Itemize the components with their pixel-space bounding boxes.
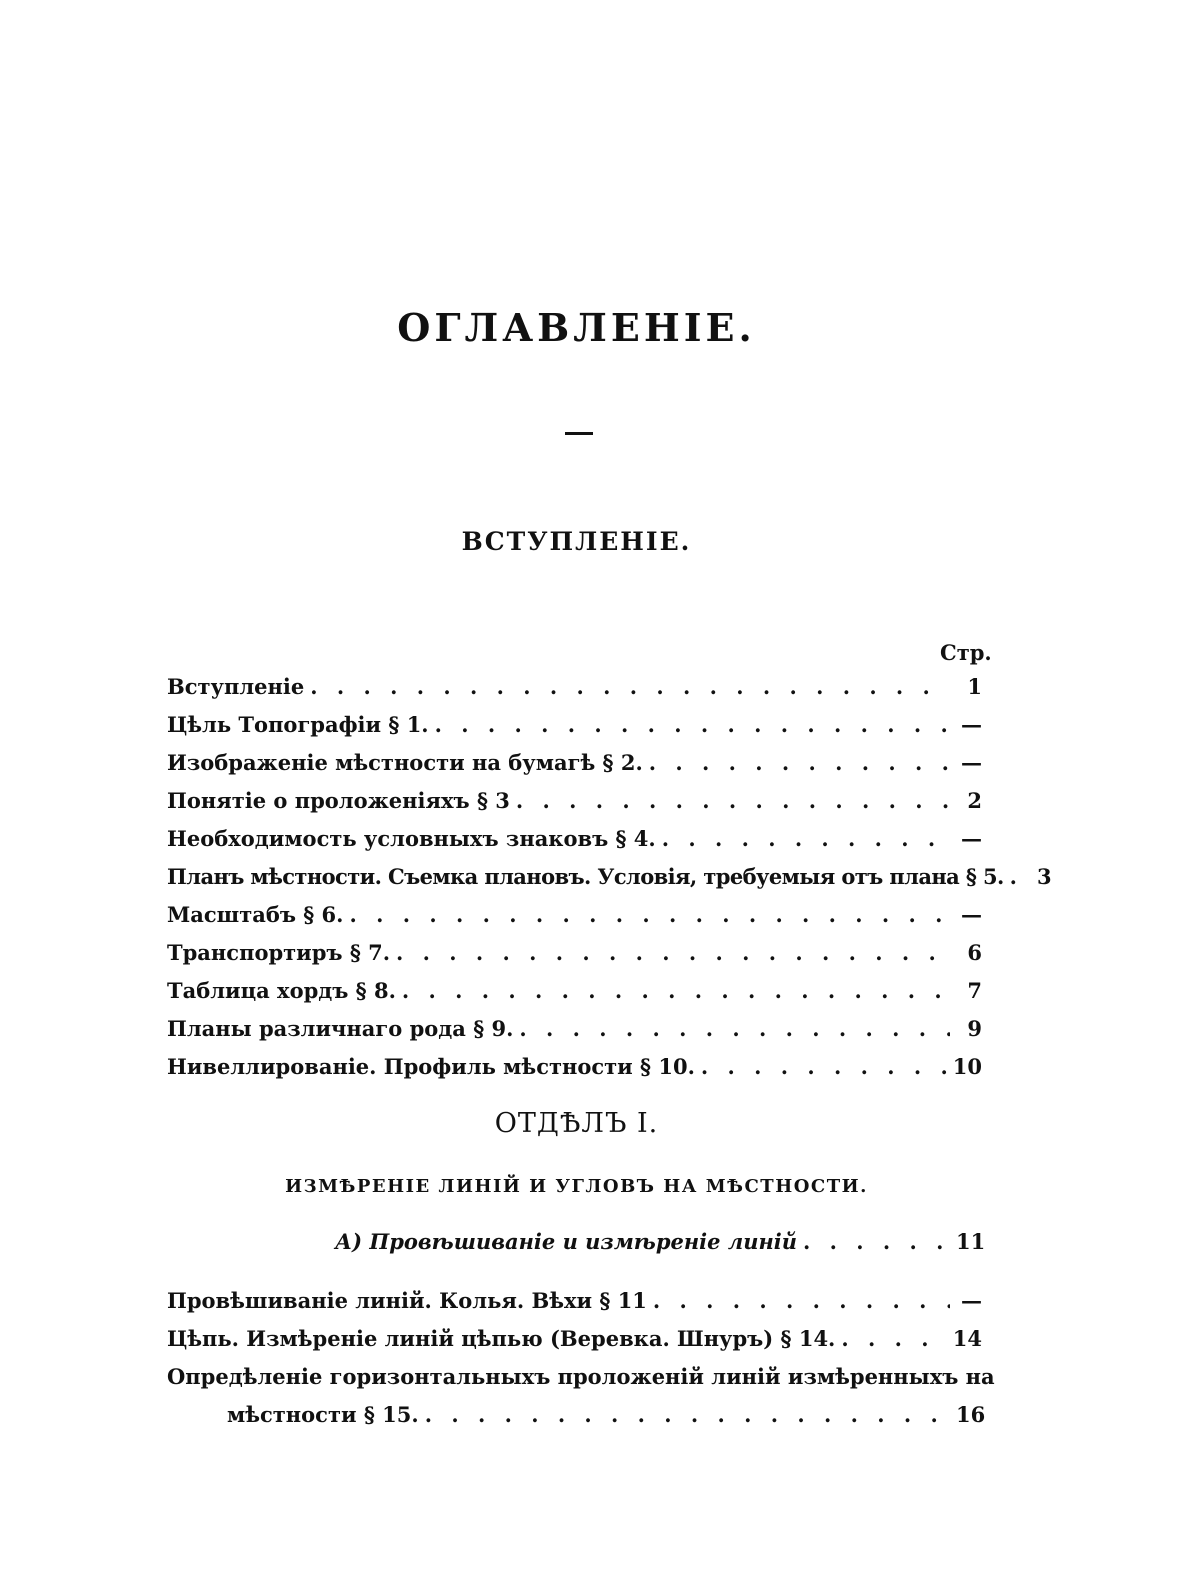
toc-entry xyxy=(167,820,982,858)
dot-leader xyxy=(653,1282,950,1320)
toc-entry-page: — xyxy=(961,826,982,851)
toc-entry-page: 6 xyxy=(967,940,982,965)
toc-entry-page: 3 xyxy=(1037,864,1052,889)
toc-entry xyxy=(167,1320,982,1358)
part-title: ОТДѢЛЪ I. xyxy=(494,1108,659,1139)
toc-entry-label: Планъ мѣстности. Съемка плановъ. Условія, требуемыя отъ плана § 5. xyxy=(167,864,1004,889)
toc-entry-label: Необходимость условныхъ знаковъ § 4. xyxy=(167,826,656,851)
toc-entry xyxy=(167,744,982,782)
page-title: ОГЛАВЛЕНІЕ. xyxy=(397,305,756,350)
toc-entry-page: — xyxy=(961,902,982,927)
toc-entry xyxy=(167,1282,982,1320)
toc-entry-page: 2 xyxy=(967,788,982,813)
toc-entry xyxy=(167,896,982,934)
toc-entry-label: Понятіе о проложеніяхъ § 3 xyxy=(167,788,510,813)
toc-entry-label: Изображеніе мѣстности на бумагѣ § 2. xyxy=(167,750,643,775)
toc-entry-label: Провѣшиваніе линій. Колья. Вѣхи § 11 xyxy=(167,1288,647,1313)
dot-leader xyxy=(396,934,950,972)
title-divider xyxy=(565,432,593,435)
toc-entry-page: — xyxy=(961,712,982,737)
toc-entry-page: 9 xyxy=(967,1016,982,1041)
dot-leader xyxy=(701,1048,947,1086)
toc-part-list xyxy=(167,1282,995,1434)
toc-entry-page: 1 xyxy=(967,674,982,699)
toc-entry-wrapped xyxy=(167,1358,995,1434)
dot-leader xyxy=(803,1223,950,1261)
dot-leader xyxy=(1010,858,1020,896)
toc-entry-label-line2: мѣстности § 15. xyxy=(227,1402,419,1427)
toc-entry-page: — xyxy=(961,1288,982,1313)
subsection-label: А) Провѣшиваніе и измѣреніе линій xyxy=(335,1229,798,1254)
toc-entry xyxy=(167,706,982,744)
toc-subsection xyxy=(335,1223,986,1261)
toc-entry-label: Транспортиръ § 7. xyxy=(167,940,391,965)
toc-entry xyxy=(167,934,982,972)
dot-leader xyxy=(662,820,950,858)
toc-entry-page: — xyxy=(961,750,982,775)
toc-entry-label: Масштабъ § 6. xyxy=(167,902,344,927)
toc-entry xyxy=(167,858,1052,896)
toc-entry-label: Вступленіе xyxy=(167,674,305,699)
toc-entry-label: Цѣпь. Измѣреніе линій цѣпью (Веревка. Шнуръ) § 14. xyxy=(167,1326,836,1351)
dot-leader xyxy=(310,668,950,706)
toc-intro-list xyxy=(167,668,1052,1086)
dot-leader xyxy=(435,706,950,744)
toc-entry xyxy=(167,782,982,820)
subsection-page: 11 xyxy=(956,1229,986,1254)
dot-leader xyxy=(649,744,950,782)
dot-leader xyxy=(425,1396,950,1434)
dot-leader xyxy=(841,1320,946,1358)
toc-entry-label: Цѣль Топографіи § 1. xyxy=(167,712,429,737)
toc-entry-label: Таблица хордъ § 8. xyxy=(167,978,396,1003)
dot-leader xyxy=(349,896,950,934)
section-heading: ВСТУПЛЕНІЕ. xyxy=(461,527,692,556)
toc-entry-line2 xyxy=(167,1396,986,1434)
dot-leader xyxy=(402,972,950,1010)
toc-entry-label: Планы различнаго рода § 9. xyxy=(167,1016,514,1041)
toc-entry-label: Нивеллированіе. Профиль мѣстности § 10. xyxy=(167,1054,695,1079)
toc-entry xyxy=(167,668,982,706)
toc-entry xyxy=(167,972,982,1010)
toc-entry xyxy=(167,1048,982,1086)
dot-leader xyxy=(516,782,950,820)
toc-entry xyxy=(167,1010,982,1048)
toc-entry-page: 16 xyxy=(956,1402,986,1427)
toc-entry-label-line1: Опредѣленіе горизонтальныхъ проложеній линій измѣренныхъ на xyxy=(167,1364,995,1389)
toc-entry-page: 10 xyxy=(952,1054,982,1079)
page-column-label: Стр. xyxy=(940,640,992,665)
part-subtitle: ИЗМѢРЕНІЕ ЛИНІЙ И УГЛОВЪ НА МѢСТНОСТИ. xyxy=(285,1176,868,1197)
toc-entry-page: 7 xyxy=(967,978,982,1003)
toc-entry-page: 14 xyxy=(952,1326,982,1351)
dot-leader xyxy=(519,1010,950,1048)
